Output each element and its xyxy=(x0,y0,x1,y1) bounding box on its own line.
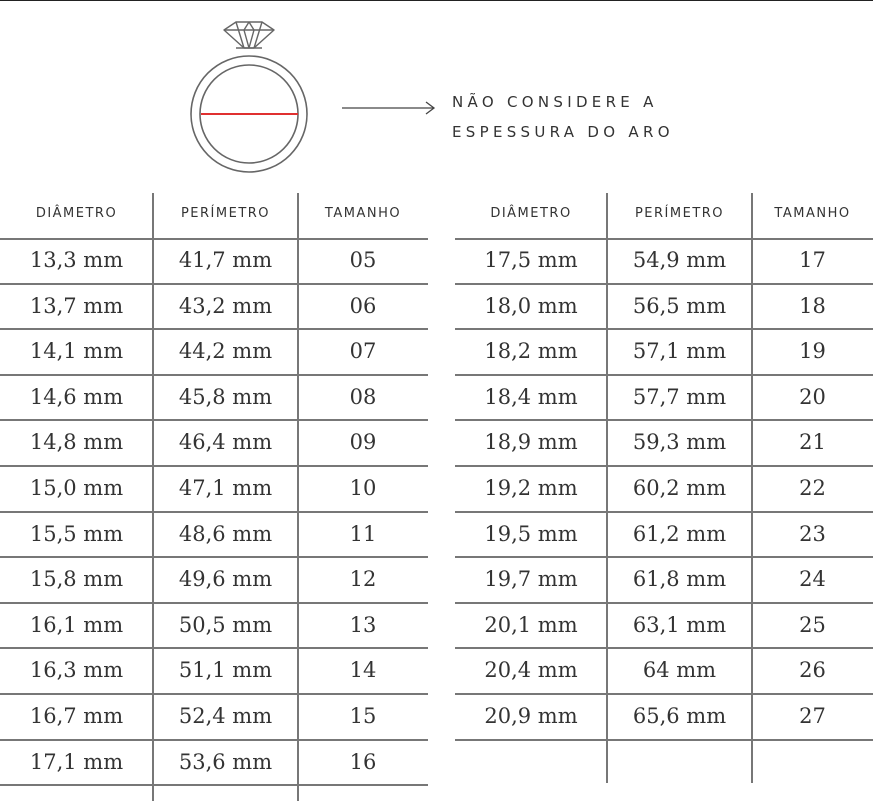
table-row xyxy=(0,466,428,512)
size-cell: 07 xyxy=(349,339,377,364)
table-row xyxy=(455,512,873,558)
size-cell: 12 xyxy=(349,567,377,592)
table-row xyxy=(0,694,428,740)
row-divider xyxy=(455,739,873,741)
diameter-cell: 14,6 mm xyxy=(29,384,124,409)
table-row xyxy=(455,466,873,512)
perimeter-cell: 44,2 mm xyxy=(178,339,273,364)
size-cell: 21 xyxy=(799,430,826,455)
arrow-right-icon xyxy=(340,100,440,116)
table-row xyxy=(0,238,428,284)
top-rule xyxy=(0,0,873,1)
size-cell: 05 xyxy=(349,248,377,272)
table-row xyxy=(455,238,873,284)
hint-line-1: NÃO CONSIDERE A xyxy=(452,93,658,111)
size-cell: 17 xyxy=(799,248,826,272)
header-diameter: DIÂMETRO xyxy=(35,206,118,221)
perimeter-cell: 56,5 mm xyxy=(632,293,727,318)
size-cell: 08 xyxy=(349,384,377,409)
perimeter-cell: 48,6 mm xyxy=(178,521,273,546)
size-cell: 27 xyxy=(799,703,826,728)
diameter-cell: 13,3 mm xyxy=(29,248,124,272)
table-body xyxy=(455,238,873,740)
table-row xyxy=(0,603,428,649)
size-cell: 18 xyxy=(799,293,826,318)
size-cell: 14 xyxy=(349,658,377,683)
size-cell: 22 xyxy=(799,475,826,500)
perimeter-cell: 43,2 mm xyxy=(178,293,273,318)
table-row xyxy=(0,375,428,421)
perimeter-cell: 45,8 mm xyxy=(178,384,273,409)
column-divider xyxy=(297,193,299,801)
hint-line-2: ESPESSURA DO ARO xyxy=(452,123,674,141)
table-row xyxy=(0,284,428,330)
size-cell: 10 xyxy=(349,475,377,500)
diameter-cell: 18,2 mm xyxy=(484,339,578,364)
row-divider xyxy=(0,784,428,786)
perimeter-cell: 51,1 mm xyxy=(178,658,273,683)
perimeter-cell: 49,6 mm xyxy=(178,567,273,592)
diameter-cell: 13,7 mm xyxy=(29,293,124,318)
size-cell: 19 xyxy=(799,339,826,364)
table-row xyxy=(0,512,428,558)
diameter-cell: 18,9 mm xyxy=(484,430,578,455)
perimeter-cell: 57,7 mm xyxy=(632,384,727,409)
size-cell: 16 xyxy=(349,749,377,774)
diameter-cell: 19,5 mm xyxy=(484,521,578,546)
perimeter-cell: 63,1 mm xyxy=(632,612,727,637)
table-row xyxy=(455,375,873,421)
table-row xyxy=(0,557,428,603)
diameter-cell: 18,0 mm xyxy=(484,293,578,318)
table-row xyxy=(455,420,873,466)
diameter-cell: 15,8 mm xyxy=(29,567,124,592)
diameter-cell: 14,1 mm xyxy=(29,339,124,364)
diameter-cell: 18,4 mm xyxy=(484,384,578,409)
header-diameter: DIÂMETRO xyxy=(490,206,572,221)
perimeter-cell: 61,2 mm xyxy=(632,521,727,546)
size-cell: 11 xyxy=(349,521,377,546)
size-cell: 09 xyxy=(349,430,377,455)
table-body xyxy=(0,238,428,785)
perimeter-cell: 50,5 mm xyxy=(178,612,273,637)
size-table-left xyxy=(0,190,428,785)
column-divider xyxy=(751,193,753,783)
size-cell: 15 xyxy=(349,703,377,728)
perimeter-cell: 41,7 mm xyxy=(178,248,273,272)
table-row xyxy=(455,648,873,694)
ring-icon xyxy=(188,18,310,178)
header-size: TAMANHO xyxy=(774,206,851,221)
diameter-cell: 16,1 mm xyxy=(29,612,124,637)
perimeter-cell: 47,1 mm xyxy=(178,475,273,500)
table-row xyxy=(0,420,428,466)
table-row xyxy=(0,740,428,786)
header-perimeter: PERÍMETRO xyxy=(634,206,725,221)
size-cell: 20 xyxy=(799,384,826,409)
diameter-cell: 20,1 mm xyxy=(484,612,578,637)
table-row xyxy=(455,603,873,649)
perimeter-cell: 64 mm xyxy=(642,658,717,683)
size-cell: 06 xyxy=(349,293,377,318)
size-cell: 23 xyxy=(799,521,826,546)
table-row xyxy=(0,329,428,375)
header-size: TAMANHO xyxy=(324,206,402,221)
perimeter-cell: 65,6 mm xyxy=(632,703,727,728)
size-table-right xyxy=(455,190,873,740)
table-row xyxy=(455,329,873,375)
diameter-cell: 14,8 mm xyxy=(29,430,124,455)
perimeter-cell: 60,2 mm xyxy=(632,475,727,500)
perimeter-cell: 53,6 mm xyxy=(178,749,273,774)
size-cell: 25 xyxy=(799,612,826,637)
table-row xyxy=(0,648,428,694)
perimeter-cell: 52,4 mm xyxy=(178,703,273,728)
table-row xyxy=(455,284,873,330)
diameter-cell: 20,9 mm xyxy=(484,703,578,728)
perimeter-cell: 46,4 mm xyxy=(178,430,273,455)
diameter-cell: 17,1 mm xyxy=(29,749,124,774)
size-cell: 13 xyxy=(349,612,377,637)
diameter-cell: 20,4 mm xyxy=(484,658,578,683)
table-row xyxy=(455,694,873,740)
diameter-cell: 15,5 mm xyxy=(29,521,124,546)
hint-text xyxy=(452,87,674,147)
table-header xyxy=(0,190,428,238)
table-header xyxy=(455,190,873,238)
diameter-cell: 17,5 mm xyxy=(484,248,578,272)
perimeter-cell: 57,1 mm xyxy=(632,339,727,364)
header-perimeter: PERÍMETRO xyxy=(180,206,271,221)
size-cell: 26 xyxy=(799,658,826,683)
perimeter-cell: 54,9 mm xyxy=(632,248,727,272)
perimeter-cell: 59,3 mm xyxy=(632,430,727,455)
diameter-cell: 19,7 mm xyxy=(484,567,578,592)
perimeter-cell: 61,8 mm xyxy=(632,567,727,592)
size-cell: 24 xyxy=(799,567,826,592)
diameter-cell: 16,7 mm xyxy=(29,703,124,728)
diameter-cell: 15,0 mm xyxy=(29,475,124,500)
column-divider xyxy=(606,193,608,783)
column-divider xyxy=(152,193,154,801)
diameter-cell: 16,3 mm xyxy=(29,658,124,683)
diameter-cell: 19,2 mm xyxy=(484,475,578,500)
table-row xyxy=(455,557,873,603)
